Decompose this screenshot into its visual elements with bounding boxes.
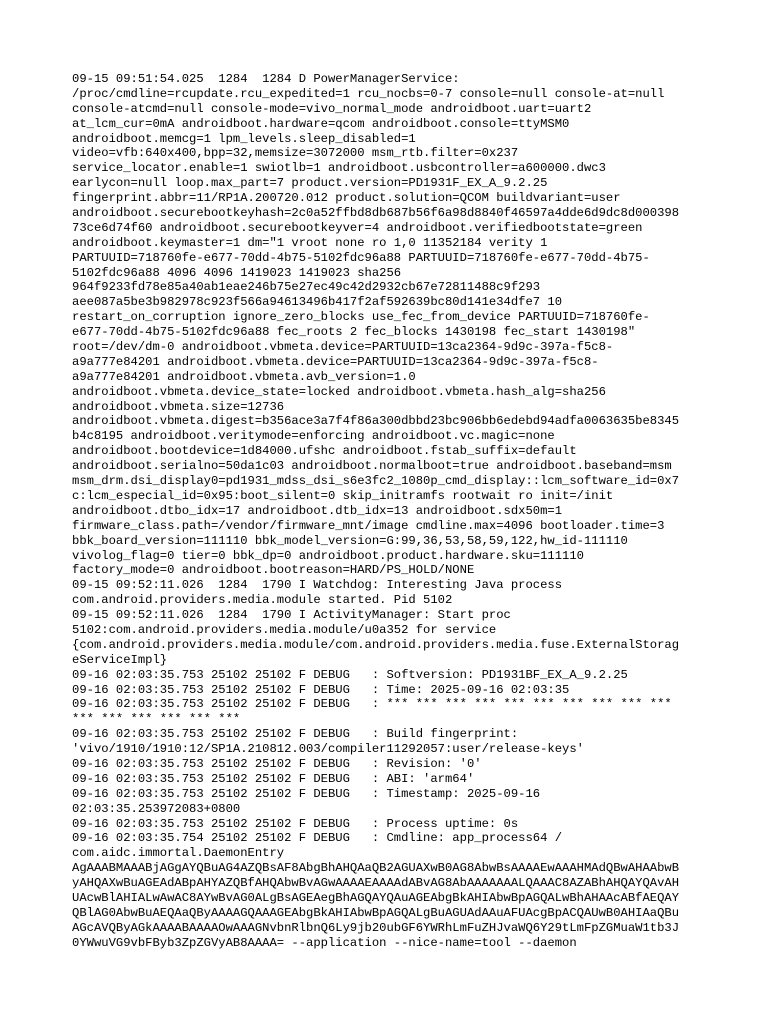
- log-line: msm_drm.dsi_display0=pd1931_mdss_dsi_s6e3fc2_1080p_cmd_display::lcm_software_id=0x7: [72, 474, 680, 489]
- log-line: AGcAVQByAGkAAAABAAAAOwAAAGNvbnRlbnQ6Ly9jb20ubGF6YWRhLmFuZHJvaWQ6Y29tLmFpZGMuaW1tb3J: [72, 920, 680, 935]
- log-line: {com.android.providers.media.module/com.android.providers.media.fuse.ExternalStorag: [72, 637, 680, 652]
- log-line: root=/dev/dm-0 androidboot.vbmeta.device=PARTUUID=13ca2364-9d9c-397a-f5c8-: [72, 340, 614, 355]
- log-line: androidboot.bootdevice=1d84000.ufshc androidboot.fstab_suffix=default: [72, 444, 577, 459]
- log-line: androidboot.memcg=1 lpm_levels.sleep_disabled=1: [72, 131, 416, 146]
- log-line: /proc/cmdline=rcupdate.rcu_expedited=1 rcu_nocbs=0-7 console=null console-at=null: [72, 86, 665, 101]
- log-line: androidboot.vbmeta.digest=b356ace3a7f4f86a300dbbd23bc906bb6edebd94adfa0063635be8345: [72, 414, 680, 429]
- log-line: a9a777e84201 androidboot.vbmeta.device=PARTUUID=13ca2364-9d9c-397a-f5c8-: [72, 354, 599, 369]
- log-line: e677-70dd-4b75-5102fdc96a88 fec_roots 2 fec_blocks 1430198 fec_start 1430198": [72, 325, 636, 340]
- log-line: PARTUUID=718760fe-e677-70dd-4b75-5102fdc96a88 PARTUUID=718760fe-e677-70dd-4b75-: [72, 250, 650, 265]
- log-line: aee087a5be3b982978c923f566a94613496b417f2af592639bc80d141e34dfe7 10: [72, 295, 563, 310]
- log-line: bbk_board_version=111110 bbk_model_version=G:99,36,53,58,59,122,hw_id-111110: [72, 533, 628, 548]
- log-line: restart_on_corruption ignore_zero_blocks use_fec_from_device PARTUUID=718760fe-: [72, 310, 650, 325]
- log-line: video=vfb:640x400,bpp=32,memsize=3072000 msm_rtb.filter=0x237: [72, 146, 519, 161]
- log-line: 09-16 02:03:35.753 25102 25102 F DEBUG : Process uptime: 0s: [72, 816, 519, 831]
- log-line: androidboot.vbmeta.device_state=locked androidboot.vbmeta.hash_alg=sha256: [72, 384, 606, 399]
- log-line: console-atcmd=null console-mode=vivo_normal_mode androidboot.uart=uart2: [72, 101, 592, 116]
- log-line: androidboot.keymaster=1 dm="1 vroot none ro 1,0 11352184 verity 1: [72, 235, 548, 250]
- log-line: 09-16 02:03:35.753 25102 25102 F DEBUG : Build fingerprint:: [72, 727, 519, 742]
- log-line: 73ce6d74f60 androidboot.securebootkeyver=4 androidboot.verifiedbootstate=green: [72, 220, 643, 235]
- log-line: 02:03:35.253972083+0800: [72, 801, 241, 816]
- log-line: 09-16 02:03:35.753 25102 25102 F DEBUG : Timestamp: 2025-09-16: [72, 786, 541, 801]
- log-line: 09-16 02:03:35.753 25102 25102 F DEBUG : Time: 2025-09-16 02:03:35: [72, 682, 570, 697]
- log-line: 09-16 02:03:35.753 25102 25102 F DEBUG : Softversion: PD1931BF_EX_A_9.2.25: [72, 667, 628, 682]
- log-line: firmware_class.path=/vendor/firmware_mnt/image cmdline.max=4096 bootloader.time=3: [72, 518, 665, 533]
- log-line: 'vivo/1910/1910:12/SP1A.210812.003/compiler11292057:user/release-keys': [72, 742, 584, 757]
- log-line: yAHQAXwBuAGEAdABpAHYAZQBfAHQAbwBvAGwAAAAEAAAAdABvAG8AbAAAAAAALQAAAC8AZABhAHQAYQAvAH: [72, 876, 680, 891]
- log-line: eServiceImpl}: [72, 652, 168, 667]
- log-line: a9a777e84201 androidboot.vbmeta.avb_version=1.0: [72, 369, 416, 384]
- log-line: fingerprint.abbr=11/RP1A.200720.012 product.solution=QCOM buildvariant=user: [72, 191, 621, 206]
- log-line: earlycon=null loop.max_part=7 product.version=PD1931F_EX_A_9.2.25: [72, 176, 548, 191]
- log-line: 09-16 02:03:35.753 25102 25102 F DEBUG : *** *** *** *** *** *** *** *** *** ***: [72, 697, 672, 712]
- log-document: [72, 72, 702, 951]
- log-line: androidboot.vbmeta.size=12736: [72, 399, 285, 414]
- log-line: AgAAABMAAABjAGgAYQBuAG4AZQBsAF8AbgBhAHQAaQB2AGUAXwB0AG8AbwBsAAAAEwAAAHMAdQBwAHAAbwB: [72, 861, 680, 876]
- log-line: com.android.providers.media.module started. Pid 5102: [72, 593, 453, 608]
- log-line: androidboot.securebootkeyhash=2c0a52ffbd8db687b56f6a98d8840f46597a4dde6d9dc8d000398: [72, 206, 680, 221]
- log-line: 09-15 09:51:54.025 1284 1284 D PowerManagerService:: [72, 72, 460, 86]
- log-line: vivolog_flag=0 tier=0 bbk_dp=0 androidboot.product.hardware.sku=111110: [72, 548, 584, 563]
- log-line: 09-15 09:52:11.026 1284 1790 I ActivityManager: Start proc: [72, 608, 511, 623]
- log-line: factory_mode=0 androidboot.bootreason=HARD/PS_HOLD/NONE: [72, 563, 475, 578]
- log-line: 09-16 02:03:35.753 25102 25102 F DEBUG : ABI: 'arm64': [72, 771, 475, 786]
- log-line: 09-16 02:03:35.753 25102 25102 F DEBUG : Revision: '0': [72, 756, 482, 771]
- log-line: QBlAG0AbwBuAEQAaQByAAAAGQAAAGEAbgBkAHIAbwBpAGQALgBuAGUAdAAuAFUAcgBpACQAUwB0AHIAaQBu: [72, 905, 680, 920]
- log-line: 0YWwuVG9vbFByb3ZpZGVyAB8AAAA= --application --nice-name=tool --daemon: [72, 935, 577, 950]
- log-line: com.aidc.immortal.DaemonEntry: [72, 846, 285, 861]
- log-line: 09-16 02:03:35.754 25102 25102 F DEBUG : Cmdline: app_process64 /: [72, 831, 563, 846]
- log-line: b4c8195 androidboot.veritymode=enforcing androidboot.vc.magic=none: [72, 429, 555, 444]
- log-line: 09-15 09:52:11.026 1284 1790 I Watchdog: Interesting Java process: [72, 578, 563, 593]
- log-line: *** *** *** *** *** ***: [72, 712, 241, 727]
- log-line: service_locator.enable=1 swiotlb=1 androidboot.usbcontroller=a600000.dwc3: [72, 161, 606, 176]
- log-line: 964f9233fd78e85a40ab1eae246b75e27ec49c42d2932cb67e72811488c9f293: [72, 280, 541, 295]
- log-line: UAcwBlAHIALwAwAC8AYwBvAG0ALgBsAGEAegBhAGQAYQAuAGEAbgBkAHIAbwBpAGQALwBhAHAAcABfAEQAY: [72, 890, 680, 905]
- log-line: androidboot.serialno=50da1c03 androidboot.normalboot=true androidboot.baseband=msm: [72, 459, 672, 474]
- log-line: androidboot.dtbo_idx=17 androidboot.dtb_idx=13 androidboot.sdx50m=1: [72, 503, 563, 518]
- log-line: 5102fdc96a88 4096 4096 1419023 1419023 sha256: [72, 265, 402, 280]
- log-line: 5102:com.android.providers.media.module/u0a352 for service: [72, 622, 497, 637]
- log-line: c:lcm_especial_id=0x95:boot_silent=0 skip_initramfs rootwait ro init=/init: [72, 488, 614, 503]
- log-line: at_lcm_cur=0mA androidboot.hardware=qcom androidboot.console=ttyMSM0: [72, 116, 570, 131]
